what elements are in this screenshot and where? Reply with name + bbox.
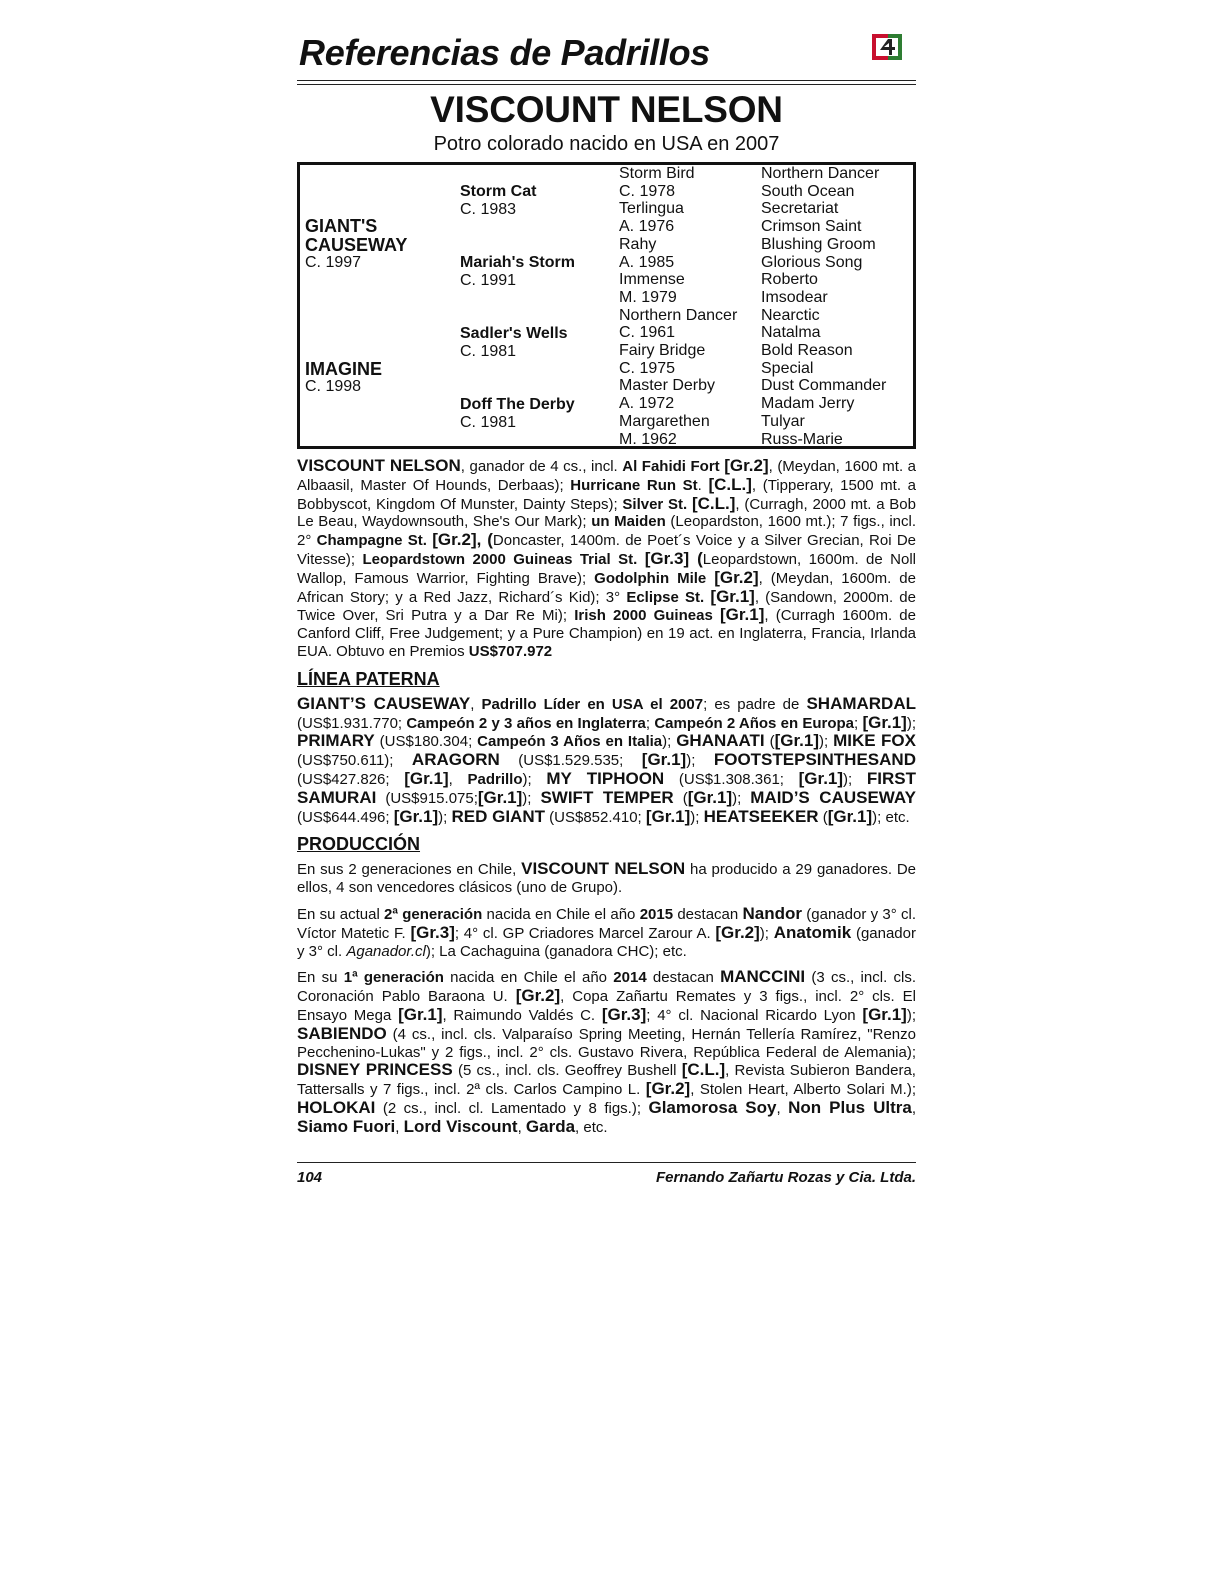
emphasis-large: RED GIANT	[451, 806, 545, 826]
text-run: , etc.	[575, 1118, 608, 1136]
text-run: (2 cs., incl. cl. Lamentado y 8 figs.);	[375, 1099, 649, 1117]
dam-name: IMAGINE	[305, 359, 383, 379]
pedigree-cell: Crimson Saint	[761, 218, 862, 236]
emphasis-large: Lord Viscount	[403, 1116, 518, 1136]
text-run: ;	[645, 714, 655, 732]
text-run: (US$1.308.361;	[664, 770, 799, 788]
pedigree-cell: Secretariat	[761, 200, 839, 218]
emphasis-large: VISCOUNT NELSON	[521, 859, 686, 879]
grandparent-year: C. 1983	[460, 201, 517, 218]
emphasis-bold: 2014	[613, 969, 647, 987]
emphasis-bold: Al Fahidi Fort	[622, 458, 725, 475]
emphasis-bold: 2015	[639, 905, 674, 923]
header-title: Referencias de Padrillos	[299, 32, 710, 73]
grandparent-name: Sadler's Wells	[460, 325, 568, 342]
emphasis-large: [Gr.1]	[862, 1004, 907, 1024]
text-run: (5 cs., incl. cls. Geoffrey Bushell	[452, 1062, 682, 1080]
emphasis-large: [Gr.1]	[719, 605, 765, 625]
text-run: , (Meydan, 1600m. de African Story; y a Red Jazz, Richard´s Kid); 3°	[297, 569, 916, 606]
text-run: ); La Cachaguina (ganadora CHC); etc.	[425, 942, 687, 960]
emphasis-bold: Champagne St.	[316, 532, 433, 550]
text-run: ; 4° cl. GP Criadores Marcel Zarour A.	[454, 924, 716, 942]
production-summary-paragraph	[297, 860, 916, 897]
text-run: (	[673, 789, 688, 807]
race-record-paragraph	[297, 457, 916, 661]
text-run: ,	[911, 1099, 917, 1117]
emphasis-large: [Gr.1]	[710, 586, 755, 606]
text-run: , Raimundo Valdés C.	[442, 1006, 602, 1024]
pedigree-cell: A. 1976	[619, 218, 675, 236]
emphasis-large: MY TIPHOON	[546, 768, 665, 788]
text-run: (US$852.410;	[544, 808, 646, 826]
text-run: En su	[297, 969, 344, 987]
emphasis-large: FOOTSTEPSINTHESAND	[713, 750, 916, 770]
text-run: En sus 2 generaciones en Chile,	[297, 861, 522, 879]
pedigree-cell: C. 1961	[619, 324, 676, 342]
emphasis-large: MAID’S CAUSEWAY	[750, 787, 916, 807]
pedigree-cell: Tulyar	[761, 412, 805, 430]
pedigree-cell: Blushing Groom	[761, 235, 876, 253]
text-run: nacida en Chile el año	[482, 905, 640, 923]
text-run: ,	[776, 1099, 789, 1117]
second-generation-paragraph	[297, 905, 916, 960]
emphasis-large: [Gr.1]	[477, 787, 523, 807]
text-run: ,	[448, 770, 468, 788]
publisher-name: Fernando Zañartu Rozas y Cia. Ltda.	[655, 1169, 916, 1186]
emphasis-large: [Gr.1]	[862, 712, 907, 732]
emphasis-large: [C.L.]	[681, 1060, 726, 1080]
emphasis-large: SABIENDO	[297, 1023, 387, 1043]
pedigree-cell: Storm Bird	[619, 165, 695, 182]
emphasis-large: [Gr.1]	[798, 768, 844, 788]
pedigree-cell: Margarethen	[619, 412, 710, 430]
emphasis-large: [Gr.2]	[645, 1079, 691, 1099]
page-header	[297, 28, 916, 81]
pedigree-cell: M. 1962	[619, 430, 677, 448]
pedigree-cell: Russ-Marie	[761, 430, 843, 448]
emphasis-bold: Campeón 3 Años en Italia	[477, 733, 663, 751]
emphasis-large: [Gr.3]	[601, 1004, 647, 1024]
text-run: destacan	[646, 969, 721, 987]
text-run: ; es padre de	[703, 695, 807, 713]
emphasis-large: DISNEY PRINCESS	[297, 1060, 453, 1080]
emphasis-large: [Gr.1]	[393, 806, 439, 826]
text-run: (3 cs., incl. cls. Coronación Pablo Baraona U.	[297, 969, 917, 1006]
section-title-produccion: PRODUCCIÓN	[297, 834, 421, 855]
text-run: );	[522, 789, 541, 807]
text-run: ); etc.	[872, 808, 910, 826]
pedigree-table	[297, 162, 916, 449]
emphasis-large: HEATSEEKER	[703, 806, 819, 826]
emphasis-large: SWIFT TEMPER	[540, 787, 674, 807]
pedigree-cell: Dust Commander	[761, 377, 887, 395]
emphasis-bold: Campeón 2 y 3 años en Inglaterra	[406, 714, 646, 732]
text-run: (US$427.826;	[297, 770, 405, 788]
pedigree-cell: Madam Jerry	[761, 395, 855, 413]
pedigree-cell: Northern Dancer	[619, 306, 738, 324]
text-run: ; 4° cl. Nacional Ricardo Lyon	[646, 1006, 863, 1024]
pedigree-cell: Roberto	[761, 271, 818, 289]
text-run: Doncaster, 1400m. de Poet´s Voice y a Silver Grecian, Roi De Vitesse);	[297, 532, 916, 568]
text-run: (US$1.529.535;	[499, 752, 642, 770]
grandparent-name: Storm Cat	[460, 183, 537, 200]
text-run: , Copa Zañartu Remates y 3 figs., incl. 2° cls. El Ensayo Mega	[297, 988, 916, 1024]
emphasis-large: SHAMARDAL	[806, 693, 916, 713]
text-run: );	[686, 752, 714, 770]
pedigree-cell: C. 1975	[619, 359, 676, 377]
sire-line-paragraph	[297, 695, 916, 827]
pedigree-cell: South Ocean	[761, 182, 855, 200]
pedigree-cell: A. 1985	[619, 253, 675, 271]
text-run: En su actual	[297, 905, 385, 923]
emphasis-bold: Leopardstown 2000 Guineas Trial St.	[362, 550, 645, 568]
text-run: , (Curragh, 2000 mt. a Bob Le Beau, Waydownsouth, She's Our Mark);	[297, 495, 916, 531]
emphasis-large: [Gr.1]	[687, 787, 733, 807]
text-run: );	[759, 924, 774, 942]
emphasis-large: [Gr.1]	[645, 806, 691, 826]
emphasis-bold: 1ª generación	[343, 969, 444, 987]
text-run: );	[906, 1006, 916, 1024]
emphasis-large: [Gr.1]	[774, 731, 819, 751]
text-run: );	[818, 733, 834, 751]
text-run: (US$1.931.770;	[297, 714, 407, 732]
text-run: );	[690, 808, 704, 826]
emphasis-large: [Gr.2]	[715, 922, 760, 942]
emphasis-italic: Aganador.cl	[346, 942, 426, 960]
emphasis-large: [Gr.2]	[724, 456, 769, 475]
text-run: (ganador y 3° cl. Víctor Matetic F.	[297, 905, 916, 942]
emphasis-large: GIANT’S CAUSEWAY	[297, 693, 471, 713]
emphasis-large: [Gr.3] (	[644, 548, 703, 568]
text-run: (US$180.304;	[374, 733, 478, 751]
pedigree-cell: Natalma	[761, 324, 821, 342]
grandparent-name: Mariah's Storm	[460, 254, 575, 271]
emphasis-large: [Gr.2]	[515, 986, 561, 1006]
text-run: );	[522, 770, 547, 788]
emphasis-large: [C.L.]	[691, 493, 736, 513]
first-generation-paragraph	[297, 968, 916, 1136]
text-run: nacida en Chile el año	[443, 969, 614, 987]
emphasis-large: PRIMARY	[297, 731, 375, 751]
page-number: 104	[297, 1169, 323, 1186]
text-run: (US$644.496;	[297, 808, 394, 826]
emphasis-large: ARAGORN	[411, 750, 500, 770]
text-run: (	[818, 808, 828, 826]
text-run: );	[906, 714, 917, 732]
emphasis-bold: Irish 2000 Guineas	[574, 607, 720, 625]
emphasis-bold: Eclipse St.	[626, 588, 711, 606]
section-title-linea-paterna: LÍNEA PATERNA	[297, 668, 440, 689]
text-run: );	[662, 733, 677, 751]
grandparent-year: C. 1991	[460, 272, 517, 289]
pedigree-cell: Fairy Bridge	[619, 342, 706, 359]
text-run: , ganador de 4 cs., incl.	[460, 458, 623, 475]
pedigree-cell: Nearctic	[761, 306, 820, 324]
emphasis-bold: un Maiden	[591, 513, 666, 531]
emphasis-bold: 2ª generación	[384, 905, 483, 923]
text-run: (Leopardston, 1600 mt.); 7 figs., incl. 2°	[297, 513, 917, 550]
emphasis-large: Anatomik	[773, 922, 852, 942]
brand-logo-icon	[868, 30, 908, 64]
page-footer	[297, 1162, 916, 1186]
text-run: , Revista Subieron Bandera, Tattersalls y 7 figs., incl. 2ª cls. Carlos Campino L.	[297, 1062, 916, 1099]
emphasis-large: Garda	[525, 1116, 576, 1136]
emphasis-bold: Padrillo	[467, 770, 523, 788]
pedigree-cell: M. 1979	[619, 288, 677, 306]
text-run: , (Tipperary, 1500 mt. a Bobbyscot, Kingdom Of Munster, Dainty Steps);	[297, 476, 916, 513]
pedigree-cell: Special	[761, 359, 814, 377]
sire-year: C. 1997	[305, 254, 362, 271]
pedigree-cell: Immense	[619, 271, 685, 289]
text-run: ha producido a 29 ganadores. De ellos, 4 son vencedores clásicos (uno de Grupo).	[297, 861, 917, 897]
emphasis-large: [Gr.2]	[714, 567, 759, 587]
text-run: (4 cs., incl. cls. Valparaíso Spring Meeting, Hernán Tellería Ramírez, "Renzo Pecchenino-Lukas" y 2 figs., incl. 2° cls. Gustavo Rivera, República Federal de Alemania);	[297, 1025, 916, 1061]
header-divider	[297, 84, 916, 85]
emphasis-large: MIKE FOX	[833, 731, 916, 751]
text-run: destacan	[673, 905, 743, 923]
pedigree-cell: Northern Dancer	[761, 165, 880, 182]
dam-year: C. 1998	[305, 378, 362, 395]
pedigree-cell: A. 1972	[619, 395, 675, 413]
emphasis-large: VISCOUNT NELSON	[297, 456, 461, 475]
text-run: , Stolen Heart, Alberto Solari M.);	[690, 1081, 916, 1099]
text-run: ,	[517, 1118, 526, 1136]
emphasis-large: [C.L.]	[708, 474, 752, 494]
horse-subtitle: Potro colorado nacido en USA en 2007	[433, 133, 780, 155]
text-run: (	[764, 733, 775, 751]
text-run: ,	[470, 695, 482, 713]
horse-name: VISCOUNT NELSON	[430, 89, 783, 130]
emphasis-large: Glamorosa Soy	[648, 1097, 777, 1117]
page	[297, 28, 916, 1137]
text-run: );	[438, 808, 452, 826]
emphasis-large: [Gr.1]	[641, 750, 687, 770]
emphasis-large: GHANAATI	[676, 731, 765, 751]
pedigree-cell: Bold Reason	[761, 342, 853, 359]
pedigree-cell: Master Derby	[619, 377, 716, 395]
emphasis-large: [Gr.2], (	[432, 530, 493, 550]
emphasis-large: Nandor	[742, 903, 802, 923]
emphasis-bold: Hurricane Run St	[570, 476, 698, 494]
pedigree-cell: Glorious Song	[761, 253, 863, 271]
pedigree-cell: Rahy	[619, 235, 657, 253]
grandparent-year: C. 1981	[460, 343, 517, 360]
grandparent-year: C. 1981	[460, 414, 517, 431]
text-run: , (Meydan, 1600 mt. a Albaasil, Master Of Hounds, Derbaas);	[297, 458, 916, 494]
sire-name-2: CAUSEWAY	[305, 235, 408, 255]
emphasis-large: [Gr.1]	[404, 768, 449, 788]
text-run: ;	[854, 714, 863, 732]
emphasis-large: [Gr.3]	[410, 922, 455, 942]
emphasis-bold: Silver St.	[622, 495, 692, 513]
text-run: .	[697, 476, 709, 494]
emphasis-large: HOLOKAI	[297, 1097, 376, 1117]
sire-name: GIANT'S	[305, 216, 378, 236]
emphasis-large: Non Plus Ultra	[788, 1097, 912, 1117]
emphasis-large: Siamo Fuori	[297, 1116, 396, 1136]
emphasis-bold: Campeón 2 Años en Europa	[654, 714, 855, 732]
text-run: , (Sandown, 2000m. de Twice Over, Sri Putra y a Dar Re Mi);	[297, 588, 916, 625]
grandparent-name: Doff The Derby	[460, 396, 575, 413]
emphasis-large: [Gr.1]	[827, 806, 873, 826]
emphasis-bold: US$707.972	[468, 642, 553, 660]
text-run: (US$750.611);	[297, 752, 412, 770]
text-run: ,	[395, 1118, 404, 1136]
pedigree-cell: Imsodear	[761, 288, 828, 306]
text-run: Leopardstown, 1600m. de Noll Wallop, Famous Warrior, Fighting Brave);	[297, 550, 916, 587]
text-run: );	[732, 789, 751, 807]
emphasis-large: [Gr.1]	[398, 1004, 443, 1024]
text-run: (ganador y 3° cl.	[297, 924, 916, 960]
emphasis-bold: Godolphin Mile	[594, 569, 715, 587]
pedigree-cell: C. 1978	[619, 182, 676, 200]
emphasis-bold: Padrillo Líder en USA el 2007	[481, 695, 704, 713]
text-run: (US$915.075;	[376, 789, 478, 807]
pedigree-cell: Terlingua	[619, 200, 684, 218]
emphasis-large: MANCCINI	[720, 967, 806, 987]
text-run: );	[843, 770, 867, 788]
emphasis-large: FIRST SAMURAI	[297, 768, 916, 807]
text-run: , (Curragh 1600m. de Canford Cliff, Free Judgement; y a Pure Champion) en 19 act. en Inglaterra, Francia, Irlanda EUA. Obtuvo en Premios	[297, 607, 916, 660]
